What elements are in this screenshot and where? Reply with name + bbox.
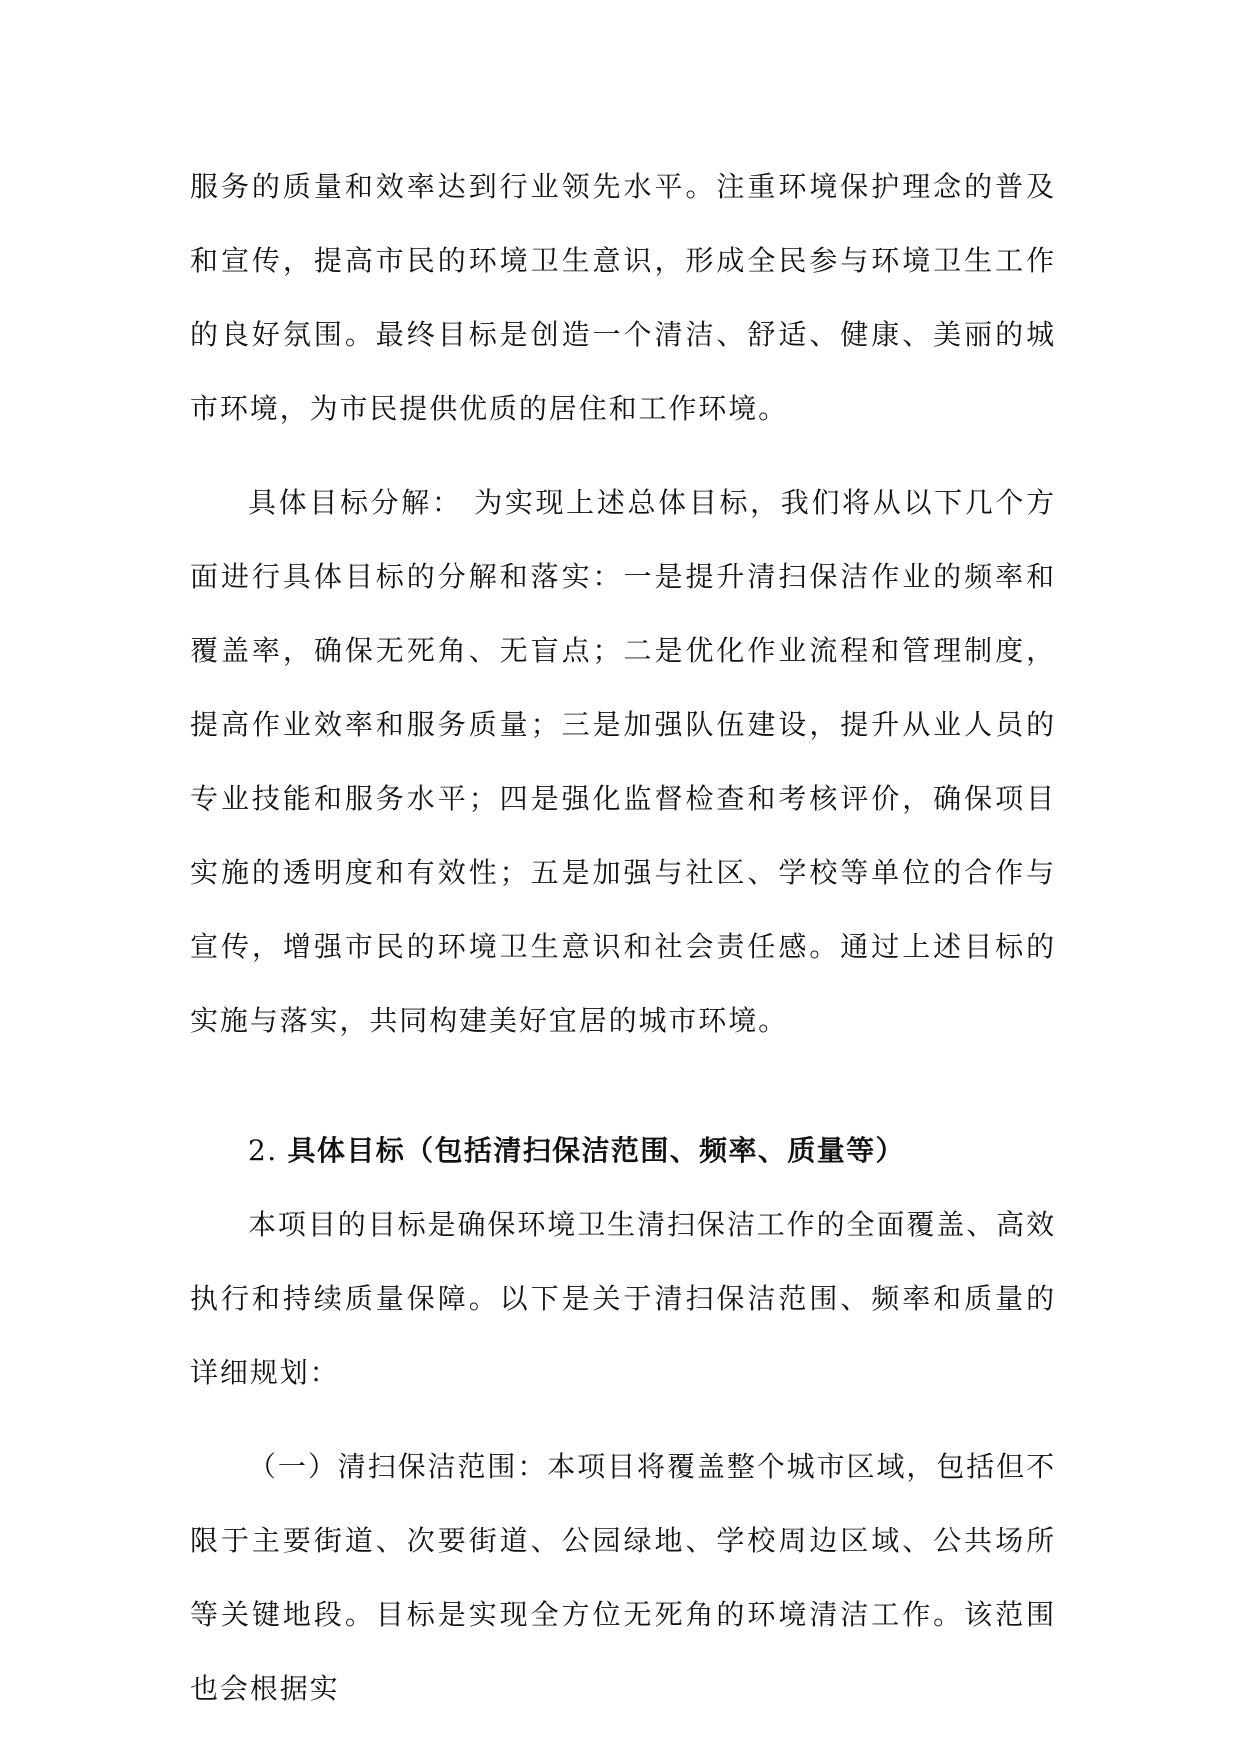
paragraph-continued-goals: 服务的质量和效率达到行业领先水平。注重环境保护理念的普及和宣传，提高市民的环境卫生意识，形成全民参与环境卫生工作的良好氛围。最终目标是创造一个清洁、舒适、健康、美丽的城市环境，为市民提供优质的居住和工作环境。 (190, 170, 1056, 425)
paragraph-cleaning-scope: （一）清扫保洁范围：本项目将覆盖整个城市区域，包括但不限于主要街道、次要街道、公园绿地、学校周边区域、公共场所等关键地段。目标是实现全方位无死角的环境清洁工作。该范围也会根据实 (190, 1450, 1056, 1705)
section-heading (190, 1114, 1056, 1188)
section-title: 具体目标（包括清扫保洁范围、频率、质量等） (287, 1134, 905, 1167)
paragraph-project-goal: 本项目的目标是确保环境卫生清扫保洁工作的全面覆盖、高效执行和持续质量保障。以下是关于清扫保洁范围、频率和质量的详细规划： (190, 1208, 1056, 1389)
section-number: 2. (248, 1134, 278, 1167)
document-body (190, 150, 1056, 1726)
paragraph-goal-breakdown: 具体目标分解： 为实现上述总体目标，我们将从以下几个方面进行具体目标的分解和落实：一是提升清扫保洁作业的频率和覆盖率，确保无死角、无盲点；二是优化作业流程和管理制度，提高作业效率和服务质量；三是加强队伍建设，提升从业人员的专业技能和服务水平；四是强化监督检查和考核评价，确保项目实施的透明度和有效性；五是加强与社区、学校等单位的合作与宣传，增强市民的环境卫生意识和社会责任感。通过上述目标的实施与落实，共同构建美好宜居的城市环境。 (190, 486, 1056, 1037)
